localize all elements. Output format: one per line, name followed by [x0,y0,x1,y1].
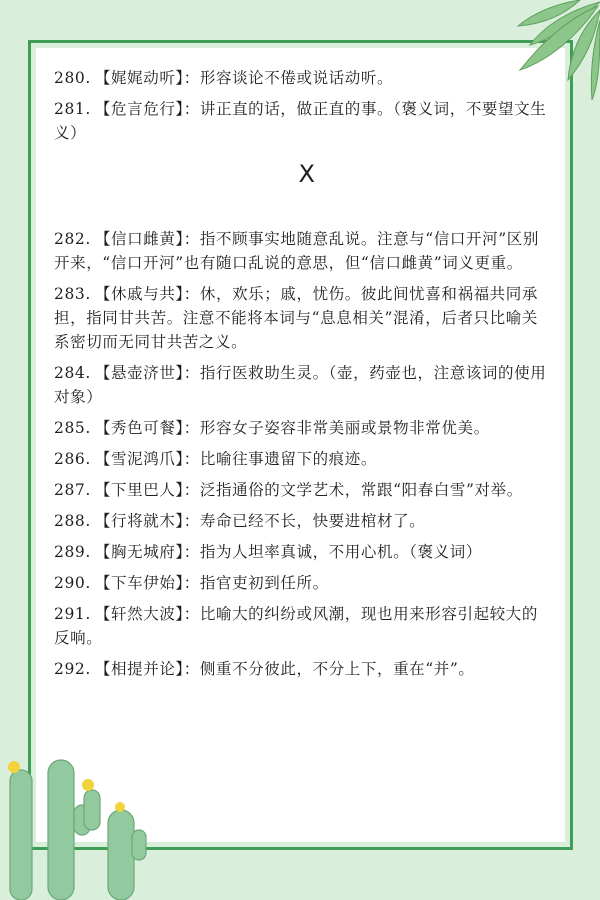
list-item [54,416,554,440]
entry-term: 【危言危行】 [94,100,184,118]
entry-term: 【轩然大波】 [94,605,184,623]
list-item [54,478,554,502]
entry-term: 【雪泥鸿爪】 [94,450,184,468]
separator-mark: X [298,160,316,188]
entry-definition: ：指为人坦率真诚，不用心机。（褒义词） [183,543,482,561]
list-item [54,66,554,90]
list-item [54,227,554,275]
entry-term: 【娓娓动听】 [94,69,184,87]
cactus-icon [0,750,160,900]
entry-number: 292. [54,660,91,678]
entry-number: 286. [54,450,91,468]
entry-definition: ：形容女子姿容非常美丽或景物非常优美。 [183,419,490,437]
list-item [54,509,554,533]
entry-definition: ：泛指通俗的文学艺术，常跟“阳春白雪”对举。 [183,481,523,499]
entry-definition: ：侧重不分彼此，不分上下，重在“并”。 [183,660,475,678]
entry-definition: ：讲正直的话，做正直的事。（褒义词，不要望文生义） [54,100,547,142]
entry-number: 285. [54,419,91,437]
list-item [54,657,554,681]
list-item [54,540,554,564]
entry-term: 【下里巴人】 [94,481,184,499]
list-item [54,571,554,595]
entry-number: 288. [54,512,91,530]
list-item [54,602,554,650]
entry-term: 【下车伊始】 [94,574,184,592]
entry-number: 290. [54,574,91,592]
entry-number: 280. [54,69,91,87]
list-item [54,361,554,409]
entry-number: 283. [54,285,91,303]
entry-term: 【胸无城府】 [94,543,184,561]
entry-definition: ：比喻往事遗留下的痕迹。 [183,450,377,468]
vocabulary-list [54,66,554,688]
entry-term: 【休戚与共】 [94,285,184,303]
entry-definition: ：寿命已经不长，快要进棺材了。 [183,512,426,530]
entry-term: 【行将就木】 [94,512,184,530]
entry-definition: ：指官吏初到任所。 [183,574,329,592]
entry-number: 287. [54,481,91,499]
entry-number: 289. [54,543,91,561]
list-item [54,282,554,354]
entry-term: 【秀色可餐】 [94,419,184,437]
entry-term: 【相提并论】 [94,660,184,678]
list-item [54,97,554,145]
entry-definition: ：形容谈论不倦或说话动听。 [183,69,394,87]
entry-number: 281. [54,100,91,118]
entry-number: 282. [54,230,91,248]
entry-term: 【信口雌黄】 [94,230,184,248]
entry-definition: ：比喻大的纠纷或风潮，现也用来形容引起较大的反响。 [54,605,538,647]
entry-term: 【悬壶济世】 [94,364,184,382]
entry-definition: ：指不顾事实地随意乱说。注意与“信口开河”区别开来，“信口开河”也有随口乱说的意思，但“信口雌黄”词义更重。 [54,230,539,272]
entry-definition: ：休，欢乐；戚，忧伤。彼此间忧喜和祸福共同承担，指同甘共苦。注意不能将本词与“息息相关”混淆，后者只比喻关系密切而无同甘共苦之义。 [54,285,538,351]
entry-definition: ：指行医救助生灵。（壶，药壶也，注意该词的使用对象） [54,364,547,406]
entry-number: 284. [54,364,91,382]
entry-number: 291. [54,605,91,623]
list-item [54,447,554,471]
